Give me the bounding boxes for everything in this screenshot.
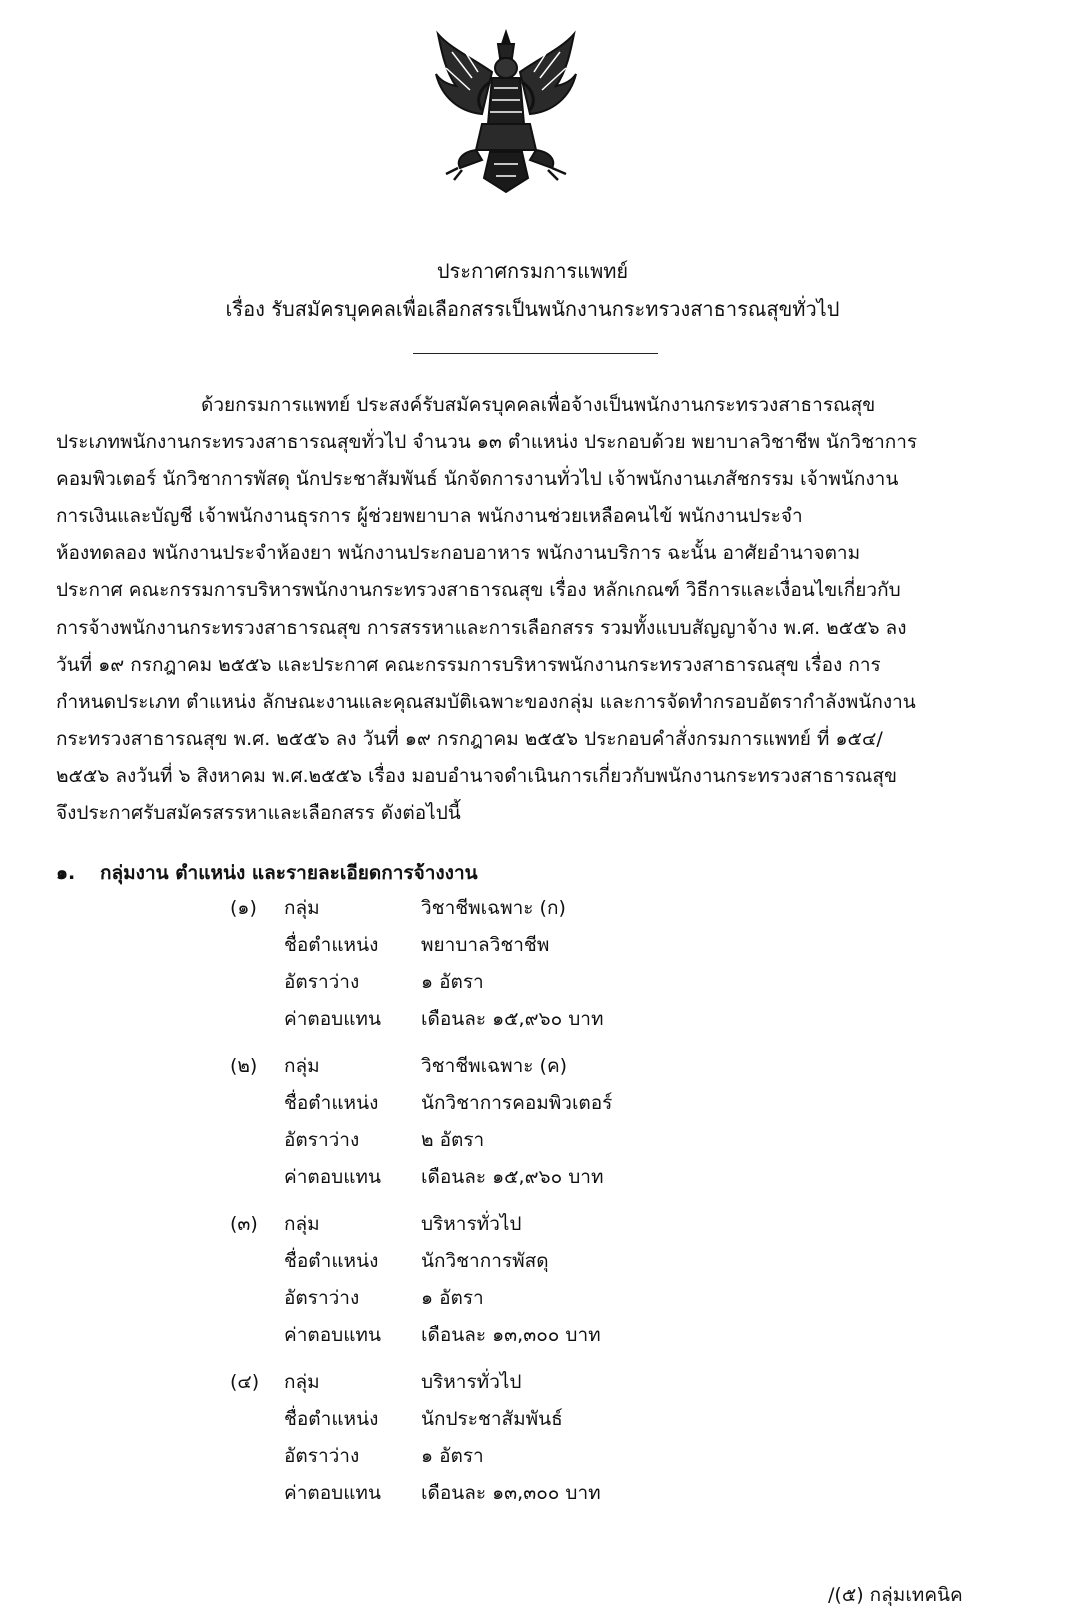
announcement-title: ประกาศกรมการแพทย์ — [436, 259, 629, 283]
position-label: ชื่อตำแหน่ง — [284, 934, 379, 956]
body-line: กระทรวงสาธารณสุข พ.ศ. ๒๕๕๖ ลง วันที่ ๑๙ กรกฎาคม ๒๕๕๖ ประกอบคำสั่งกรมการแพทย์ ที่ ๑๕๔/ — [56, 728, 883, 750]
body-line: ประเภทพนักงานกระทรวงสาธารณสุขทั่วไป จำนวน ๑๓ ตำแหน่ง ประกอบด้วย พยาบาลวิชาชีพ นักวิชาการ — [56, 431, 918, 453]
body-line: กำหนดประเภท ตำแหน่ง ลักษณะงานและคุณสมบัติเฉพาะของกลุ่ม และการจัดทำกรอบอัตรากำลังพนักงาน — [56, 691, 916, 713]
group-label: กลุ่ม — [284, 1213, 320, 1235]
group-value: วิชาชีพเฉพาะ (ก) — [421, 897, 566, 919]
continuation-note: /(๕) กลุ่มเทคนิค — [828, 1584, 963, 1606]
salary-label: ค่าตอบแทน — [284, 1008, 381, 1030]
body-line: การจ้างพนักงานกระทรวงสาธารณสุข การสรรหาและการเลือกสรร รวมทั้งแบบสัญญาจ้าง พ.ศ. ๒๕๕๖ ลง — [56, 617, 907, 639]
section-heading — [56, 858, 478, 888]
position-label: ชื่อตำแหน่ง — [284, 1092, 379, 1114]
salary-value: เดือนละ ๑๕,๙๖๐ บาท — [421, 1166, 604, 1188]
vacancy-label: อัตราว่าง — [284, 1287, 360, 1309]
position-number: (๔) — [230, 1371, 260, 1393]
group-label: กลุ่ม — [284, 1371, 320, 1393]
body-line: ด้วยกรมการแพทย์ ประสงค์รับสมัครบุคคลเพื่อจ้างเป็นพนักงานกระทรวงสาธารณสุข — [201, 394, 876, 416]
position-value: นักวิชาการคอมพิวเตอร์ — [421, 1092, 613, 1114]
section-number: ๑. — [56, 862, 76, 884]
position-value: นักประชาสัมพันธ์ — [421, 1408, 563, 1430]
vacancy-label: อัตราว่าง — [284, 971, 360, 993]
body-line: ห้องทดลอง พนักงานประจำห้องยา พนักงานประกอบอาหาร พนักงานบริการ ฉะนั้น อาศัยอำนาจตาม — [56, 542, 861, 564]
body-line: การเงินและบัญชี เจ้าพนักงานธุรการ ผู้ช่วยพยาบาล พนักงานช่วยเหลือคนไข้ พนักงานประจำ — [56, 505, 803, 527]
group-label: กลุ่ม — [284, 1055, 320, 1077]
position-value: นักวิชาการพัสดุ — [421, 1250, 549, 1272]
salary-label: ค่าตอบแทน — [284, 1324, 381, 1346]
salary-label: ค่าตอบแทน — [284, 1482, 381, 1504]
vacancy-value: ๑ อัตรา — [421, 1287, 484, 1309]
position-number: (๑) — [230, 897, 257, 919]
salary-value: เดือนละ ๑๕,๙๖๐ บาท — [421, 1008, 604, 1030]
group-value: บริหารทั่วไป — [421, 1213, 522, 1235]
position-number: (๓) — [230, 1213, 258, 1235]
group-value: บริหารทั่วไป — [421, 1371, 522, 1393]
position-label: ชื่อตำแหน่ง — [284, 1408, 379, 1430]
vacancy-label: อัตราว่าง — [284, 1445, 360, 1467]
body-line: คอมพิวเตอร์ นักวิชาการพัสดุ นักประชาสัมพันธ์ นักจัดการงานทั่วไป เจ้าพนักงานเภสัชกรรม เจ้าพนักงาน — [56, 468, 899, 490]
salary-label: ค่าตอบแทน — [284, 1166, 381, 1188]
vacancy-value: ๑ อัตรา — [421, 1445, 484, 1467]
vacancy-label: อัตราว่าง — [284, 1129, 360, 1151]
title-divider — [413, 353, 658, 354]
body-line: จึงประกาศรับสมัครสรรหาและเลือกสรร ดังต่อไปนี้ — [56, 802, 461, 824]
salary-value: เดือนละ ๑๓,๓๐๐ บาท — [421, 1324, 601, 1346]
position-value: พยาบาลวิชาชีพ — [421, 934, 550, 956]
position-label: ชื่อตำแหน่ง — [284, 1250, 379, 1272]
body-line: วันที่ ๑๙ กรกฎาคม ๒๕๕๖ และประกาศ คณะกรรมการบริหารพนักงานกระทรวงสาธารณสุข เรื่อง การ — [56, 654, 881, 676]
salary-value: เดือนละ ๑๓,๓๐๐ บาท — [421, 1482, 601, 1504]
section-title: กลุ่มงาน ตำแหน่ง และรายละเอียดการจ้างงาน — [100, 862, 478, 884]
garuda-emblem-icon — [432, 28, 580, 196]
position-number: (๒) — [230, 1055, 258, 1077]
announcement-subject: เรื่อง รับสมัครบุคคลเพื่อเลือกสรรเป็นพนักงานกระทรวงสาธารณสุขทั่วไป — [225, 297, 840, 321]
body-line: ประกาศ คณะกรรมการบริหารพนักงานกระทรวงสาธารณสุข เรื่อง หลักเกณฑ์ วิธีการและเงื่อนไขเกี่ยวกับ — [56, 579, 901, 601]
vacancy-value: ๒ อัตรา — [421, 1129, 485, 1151]
body-line: ๒๕๕๖ ลงวันที่ ๖ สิงหาคม พ.ศ.๒๕๕๖ เรื่อง มอบอำนาจดำเนินการเกี่ยวกับพนักงานกระทรวงสาธารณสุข — [56, 765, 898, 787]
group-label: กลุ่ม — [284, 897, 320, 919]
group-value: วิชาชีพเฉพาะ (ค) — [421, 1055, 568, 1077]
vacancy-value: ๑ อัตรา — [421, 971, 484, 993]
